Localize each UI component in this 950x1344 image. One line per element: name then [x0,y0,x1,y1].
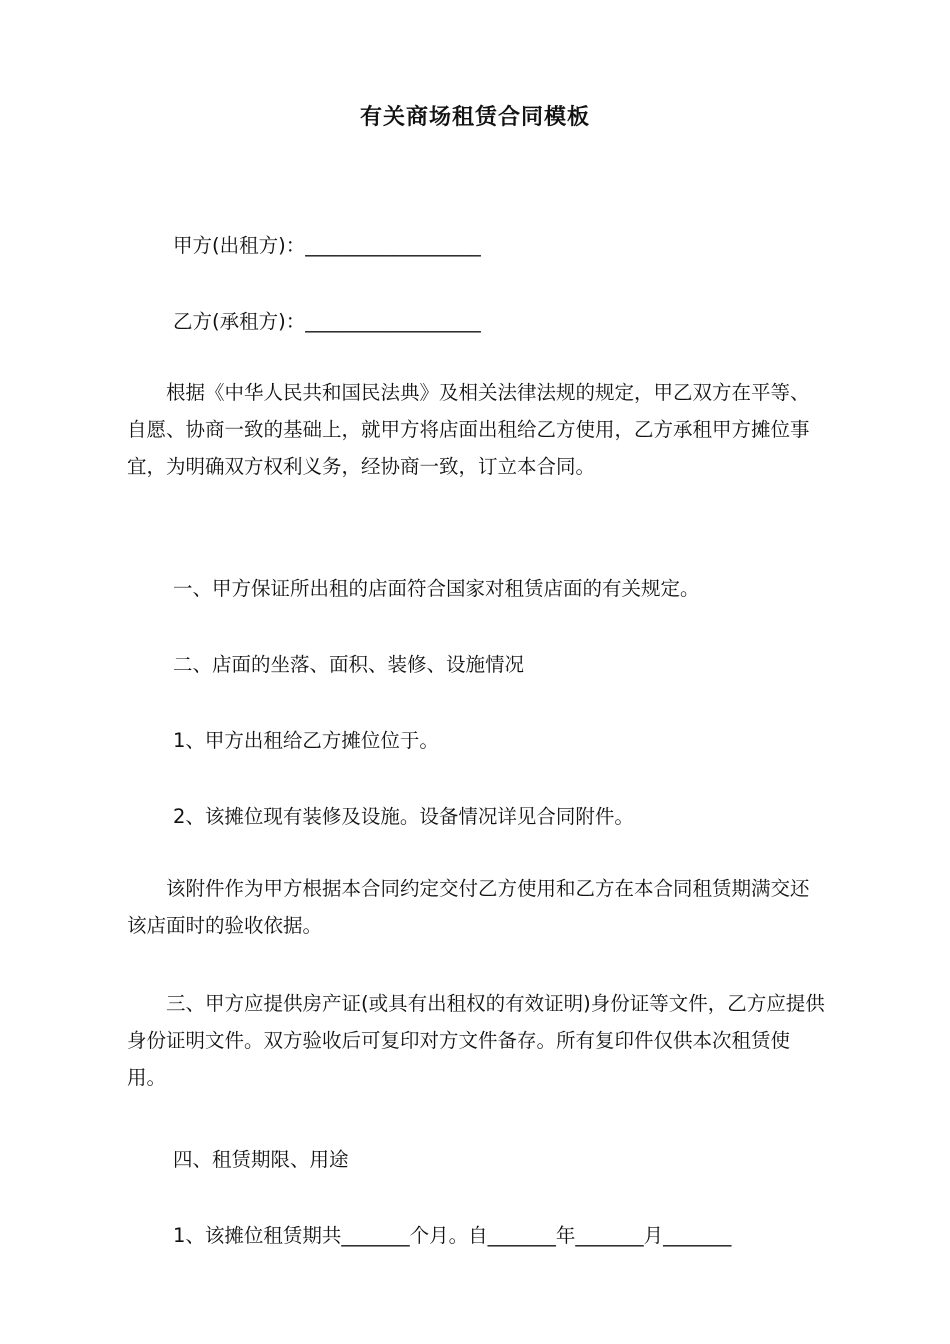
clause-2-heading: 二、店面的坐落、面积、装修、设施情况 [173,653,525,676]
intro-paragraph: 根据《中华人民共和国民法典》及相关法律法规的规定，甲乙双方在平等、自愿、协商一致的基础上，就甲方将店面出租给乙方使用，乙方承租甲方摊位事宜，为明确双方权利义务，经协商一致，订立本合同。 [127,381,810,478]
clause-3-paragraph: 三、甲方应提供房产证(或具有出租权的有效证明)身份证等文件，乙方应提供身份证明文件。双方验收后可复印对方文件备存。所有复印件仅供本次租赁使用。 [127,992,825,1089]
clause-2-item-1: 1、甲方出租给乙方摊位位于。 [173,729,439,752]
clause-4-item-1: 1、该摊位租赁期共_______个月。自_______年_______月_______ [173,1224,732,1247]
party-b-line: 乙方(承租方)：__________________ [173,310,481,333]
clause-2-item-2: 2、该摊位现有装修及设施。设备情况详见合同附件。 [173,805,634,828]
clause-4-heading: 四、租赁期限、用途 [173,1148,349,1171]
clause-1: 一、甲方保证所出租的店面符合国家对租赁店面的有关规定。 [173,577,700,600]
annex-note-paragraph: 该附件作为甲方根据本合同约定交付乙方使用和乙方在本合同租赁期满交还该店面时的验收依据。 [127,877,810,937]
document-title: 有关商场租赁合同模板 [359,105,590,130]
party-a-line: 甲方(出租方)：__________________ [173,234,481,257]
